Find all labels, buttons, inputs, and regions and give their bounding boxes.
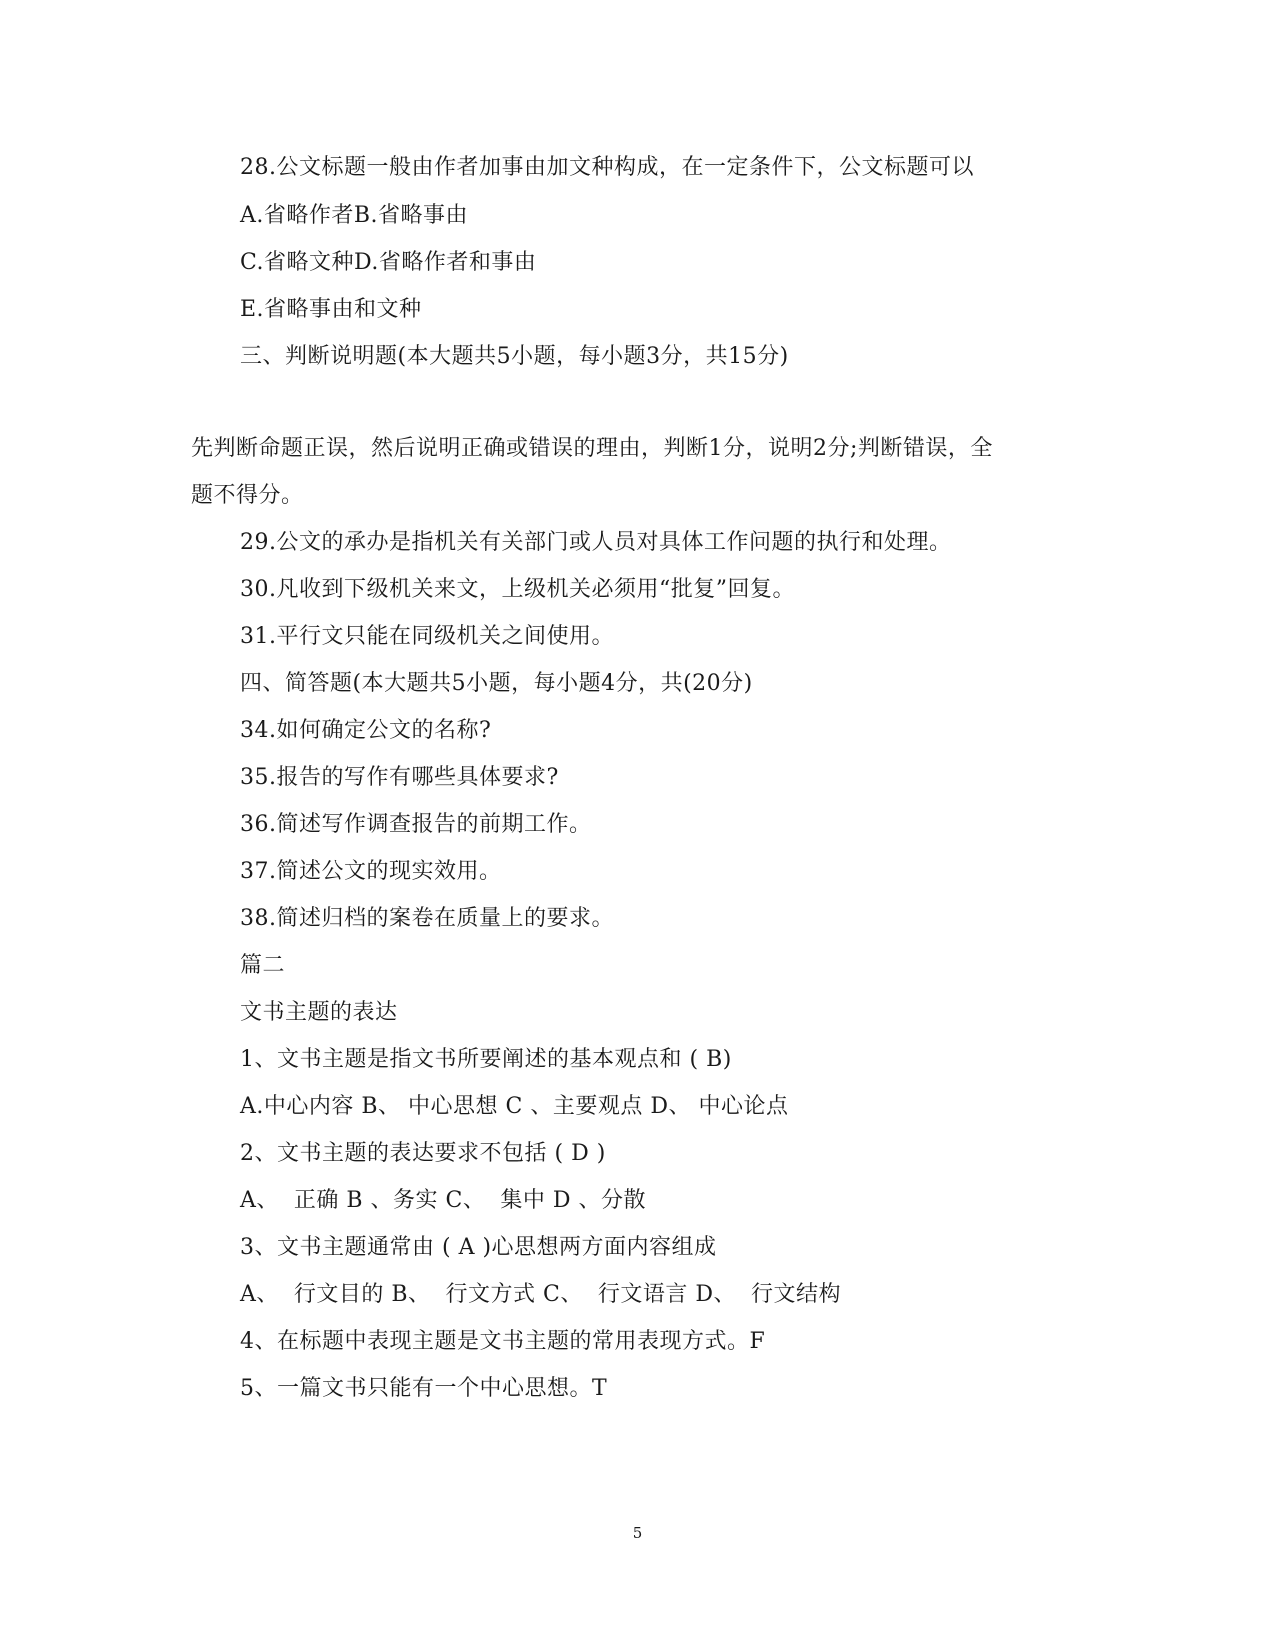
item-2-question: 2、文书主题的表达要求不包括 ( D ) bbox=[240, 1141, 606, 1166]
question-37: 37.简述公文的现实效用。 bbox=[240, 859, 502, 884]
question-35: 35.报告的写作有哪些具体要求? bbox=[240, 765, 559, 790]
page-number: 5 bbox=[632, 1524, 643, 1542]
item-3-options: A、 行文目的 B、 行文方式 C、 行文语言 D、 行文结构 bbox=[240, 1282, 841, 1307]
item-1-options: A.中心内容 B、 中心思想 C 、主要观点 D、 中心论点 bbox=[240, 1094, 789, 1119]
section-three-heading: 三、判断说明题(本大题共5小题，每小题3分，共15分) bbox=[240, 344, 789, 369]
topic-heading: 文书主题的表达 bbox=[240, 1000, 398, 1025]
question-29: 29.公文的承办是指机关有关部门或人员对具体工作问题的执行和处理。 bbox=[240, 530, 952, 555]
question-34: 34.如何确定公文的名称? bbox=[240, 718, 492, 743]
item-5-statement: 5、一篇文书只能有一个中心思想。T bbox=[240, 1376, 608, 1401]
section-three-instructions-line-1: 先判断命题正误，然后说明正确或错误的理由，判断1分，说明2分;判断错误，全 bbox=[191, 436, 993, 461]
question-31: 31.平行文只能在同级机关之间使用。 bbox=[240, 624, 614, 649]
question-30: 30.凡收到下级机关来文，上级机关必须用“批复”回复。 bbox=[240, 577, 795, 602]
question-28-options-cd: C.省略文种D.省略作者和事由 bbox=[240, 250, 537, 275]
section-three-instructions-line-2: 题不得分。 bbox=[191, 483, 304, 508]
item-3-question: 3、文书主题通常由 ( A )心思想两方面内容组成 bbox=[240, 1235, 717, 1260]
section-four-heading: 四、简答题(本大题共5小题，每小题4分，共(20分) bbox=[240, 671, 753, 696]
question-36: 36.简述写作调查报告的前期工作。 bbox=[240, 812, 592, 837]
question-28-stem: 28.公文标题一般由作者加事由加文种构成，在一定条件下，公文标题可以 bbox=[240, 155, 974, 180]
question-28-options-ab: A.省略作者B.省略事由 bbox=[240, 203, 469, 228]
item-4-statement: 4、在标题中表现主题是文书主题的常用表现方式。F bbox=[240, 1329, 766, 1354]
question-28-option-e: E.省略事由和文种 bbox=[240, 297, 422, 322]
part-two-heading: 篇二 bbox=[240, 953, 286, 978]
item-1-question: 1、文书主题是指文书所要阐述的基本观点和 ( B) bbox=[240, 1047, 732, 1072]
question-38: 38.简述归档的案卷在质量上的要求。 bbox=[240, 906, 614, 931]
item-2-options: A、 正确 B 、务实 C、 集中 D 、分散 bbox=[240, 1188, 646, 1213]
